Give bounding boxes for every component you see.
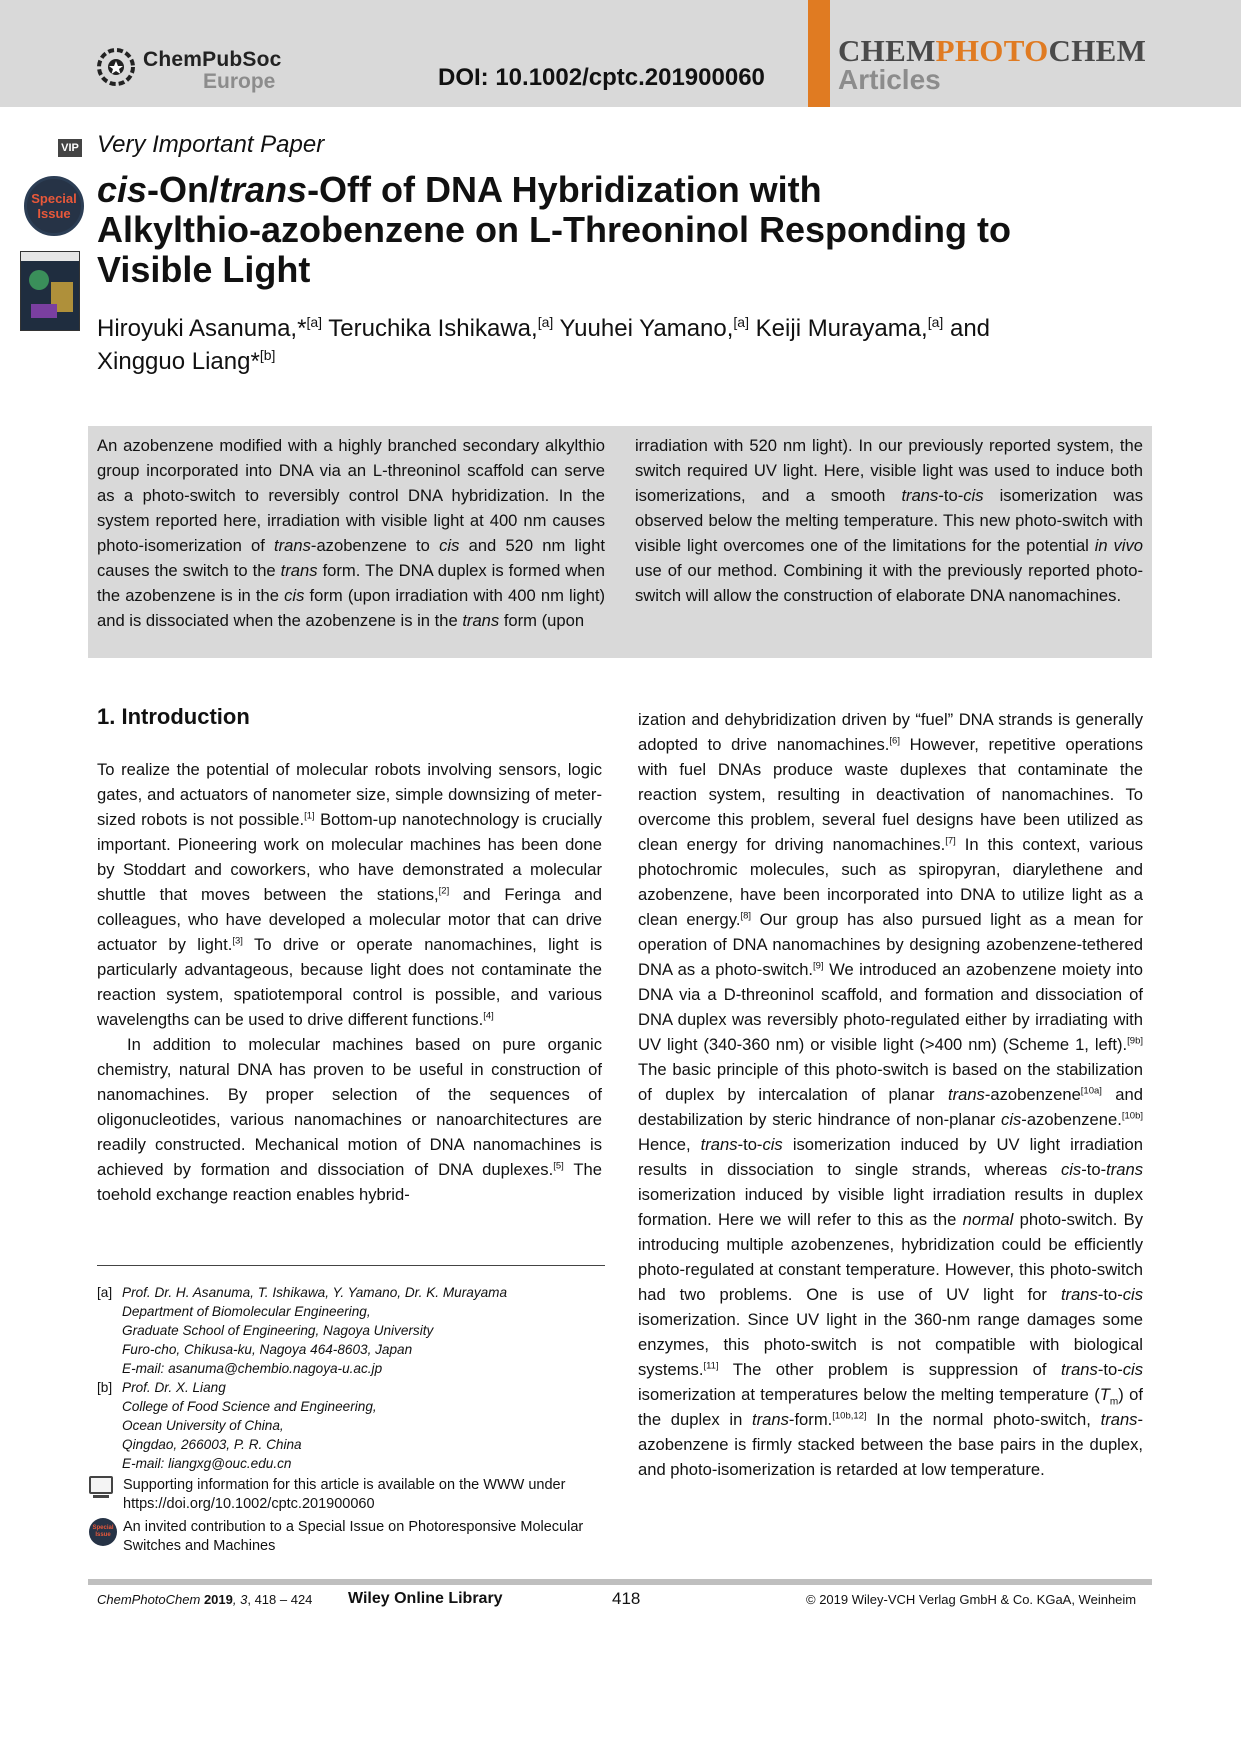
section-heading: 1. Introduction	[97, 704, 250, 729]
citation-link[interactable]: [7]	[945, 835, 956, 847]
citation-link[interactable]: [3]	[232, 935, 243, 947]
chempubsoc-logo-icon	[95, 46, 137, 88]
paragraph: ization and dehybridization driven by “fuel” DNA strands is generally adopted to drive nanomachines.[6] However, repetitive operations with fuel DNAs produce waste duplexes that contaminate the reaction system, resulting in deactivation of nanomachines. To overcome this problem, several fuel designs have been utilized as clean energy for driving nanomachines.[7] In this context, various photochromic molecules, such as spiropyran, diarylethene and azobenzene, have been incorporated into DNA to utilize light as a clean energy.[8] Our group has also pursued light as a mean for operation of DNA nanomachines by designing azobenzene-tethered DNA as a photo-switch.[9] We introduced an azobenzene moiety into DNA via a D-threoninol scaffold, and formation and dissociation of DNA duplex was reversibly photo-regulated either by irradiating with UV light (340-360 nm) or visible light (>400 nm) (Scheme 1, left).[9b] The basic principle of this photo-switch is based on the stabilization of duplex by intercalation of planar trans-azobenzene[10a] and destabilization by steric hindrance of non-planar cis-azobenzene.[10b] Hence, trans-to-cis isomerization induced by UV light irradiation results in dissociation to single strands, whereas cis-to-trans isomerization induced by visible light irradiation results in duplex formation. Here we will refer to this as the normal photo-switch. By introducing multiple azobenzenes, hybridization could be efficiently photo-regulated at constant temperature. However, this photo-switch had two problems. One is use of UV light for trans-to-cis isomerization. Since UV light in the 360-nm range damages some enzymes, this photo-switch is not compatible with biological systems.[11] The other problem is suppression of trans-to-cis isomerization at temperatures below the melting temperature $(T_m)$ of the duplex in trans-form.[10b,12] In the normal photo-switch, trans-azobenzene is firmly stacked between the base pairs in the duplex, and photo-isomerization is retarded at low temperature.	[638, 710, 1144, 1479]
article-title: cis-On/trans-Off of DNA Hybridization with Alkylthio-azobenzene on L-Threoninol Responding to Visible Light	[97, 169, 1011, 290]
special-issue-badge-icon[interactable]: Special Issue	[24, 176, 84, 236]
publisher-name: ChemPubSoc	[143, 48, 282, 71]
citation-link[interactable]: [10b,12]	[832, 1410, 867, 1422]
body-left-column	[97, 757, 602, 1207]
vip-badge-icon: VIP	[58, 139, 82, 157]
email-link[interactable]: E-mail: asanuma@chembio.nagoya-u.ac.jp	[122, 1361, 383, 1376]
abstract-box	[88, 426, 1152, 658]
citation-link[interactable]: [10a]	[1080, 1085, 1102, 1097]
citation-link[interactable]: [8]	[740, 910, 752, 922]
body-right-column	[638, 707, 1143, 1482]
paragraph: In addition to molecular machines based on pure organic chemistry, natural DNA has proven to be useful in construction of nanomachines. By proper selection of the sequences of oligonucleotides, various nanomachines or nanoarchitectures are readily constructed. Mechanical motion of DNA nanomachines is achieved by formation and dissociation of DNA duplexes.[5] The toehold exchange reaction enables hybrid-	[97, 1035, 602, 1204]
author-name: Xingguo Liang*	[97, 348, 260, 375]
citation-link[interactable]: [11]	[703, 1360, 719, 1372]
affiliation-a: [a] Prof. Dr. H. Asanuma, T. Ishikawa, Y. Yamano, Dr. K. Murayama Department of Biomolecular Engineering, Graduate School of Engineering, Nagoya University Furo-cho, Chikusa-ku, Nagoya 464-8603, Japan E-mail: asanuma@chembio.nagoya-u.ac.jp	[97, 1283, 605, 1378]
author-name: Teruchika Ishikawa,	[322, 315, 538, 342]
abstract-right-column: irradiation with 520 nm light). In our previously reported system, the switch required UV light. Here, visible light was used to induce both isomerizations, and a smooth trans-to-cis isomerization was observed below the melting temperature. This new photo-switch with visible light overcomes one of the limitations for the potential in vivo use of our method. Combining it with the previously reported photo-switch will allow the construction of elaborate DNA nanomachines.	[635, 436, 1143, 605]
affiliation-b: [b] Prof. Dr. X. Liang College of Food Science and Engineering, Ocean University of China, Qingdao, 266003, P. R. China E-mail: liangxg@ouc.edu.cn	[97, 1378, 605, 1473]
journal-cover-thumbnail[interactable]	[20, 251, 80, 331]
doi-link[interactable]: DOI: 10.1002/cptc.201900060	[438, 64, 765, 91]
brand-accent-bar	[808, 0, 830, 107]
citation-link[interactable]: [2]	[438, 885, 450, 897]
article-kicker: Very Important Paper	[97, 131, 325, 158]
supporting-info-note[interactable]: Supporting information for this article is available on the WWW under https://doi.org/10.1002/cptc.201900060	[89, 1476, 605, 1514]
citation-line: ChemPhotoChem 2019, 3, 418 – 424	[97, 1592, 313, 1607]
special-issue-badge-icon: Special Issue	[89, 1518, 117, 1546]
citation-link[interactable]: [1]	[304, 810, 315, 822]
publisher-region: Europe	[203, 70, 276, 93]
author-name: Keiji Murayama,	[749, 315, 928, 342]
citation-link[interactable]: [10b]	[1121, 1110, 1143, 1122]
special-issue-note: Special Issue An invited contribution to a Special Issue on Photoresponsive Molecular Switches and Machines	[89, 1518, 605, 1556]
citation-link[interactable]: [5]	[553, 1160, 564, 1172]
citation-link[interactable]: [9b]	[1127, 1035, 1143, 1047]
citation-link[interactable]: [4]	[483, 1010, 494, 1022]
section-label: Articles	[838, 64, 941, 95]
journal-header	[0, 0, 1241, 107]
publisher-logo[interactable]	[95, 44, 295, 98]
footer-divider	[88, 1579, 1152, 1585]
copyright: © 2019 Wiley-VCH Verlag GmbH & Co. KGaA, Weinheim	[806, 1592, 1137, 1607]
author-list: Hiroyuki Asanuma,*[a] Teruchika Ishikawa,[a] Yuuhei Yamano,[a] Keiji Murayama,[a] and Xingguo Liang*[b]	[97, 314, 991, 375]
abstract-left-column: An azobenzene modified with a highly branched secondary alkylthio group incorporated into DNA via an L-threoninol scaffold can serve as a photo-switch to reversibly control DNA hybridization. In the system reported here, irradiation with visible light at 400 nm causes photo-isomerization of trans-azobenzene to cis and 520 nm light causes the switch to the trans form. The DNA duplex is formed when the azobenzene is in the cis form (upon irradiation with 400 nm light) and is dissociated when the azobenzene is in the trans form (upon	[97, 436, 605, 630]
citation-link[interactable]: [9]	[813, 960, 824, 972]
author-name: Yuuhei Yamano,	[553, 315, 734, 342]
footnote-divider	[97, 1265, 605, 1266]
paragraph: To realize the potential of molecular robots involving sensors, logic gates, and actuators of nanometer size, simple downsizing of meter-sized robots is not possible.[1] Bottom-up nanotechnology is crucially important. Pioneering work on molecular machines has been done by Stoddart and coworkers, who have demonstrated a molecular shuttle that moves between the stations,[2] and Feringa and colleagues, who have developed a molecular motor that can drive actuator by light.[3] To drive or operate nanomachines, light is particularly advantageous, because light does not contaminate the reaction system, spatiotemporal control is possible, and various wavelengths can be used to drive different functions.[4]	[97, 760, 602, 1029]
journal-name[interactable]: CHEMPHOTOCHEM	[838, 33, 1147, 68]
page-number: 418	[612, 1589, 641, 1608]
author-name: Hiroyuki Asanuma,*	[97, 315, 307, 342]
computer-monitor-icon	[89, 1476, 113, 1494]
wiley-online-library-link[interactable]: Wiley Online Library	[348, 1590, 503, 1607]
email-link[interactable]: E-mail: liangxg@ouc.edu.cn	[122, 1456, 292, 1471]
citation-link[interactable]: [6]	[889, 735, 900, 747]
